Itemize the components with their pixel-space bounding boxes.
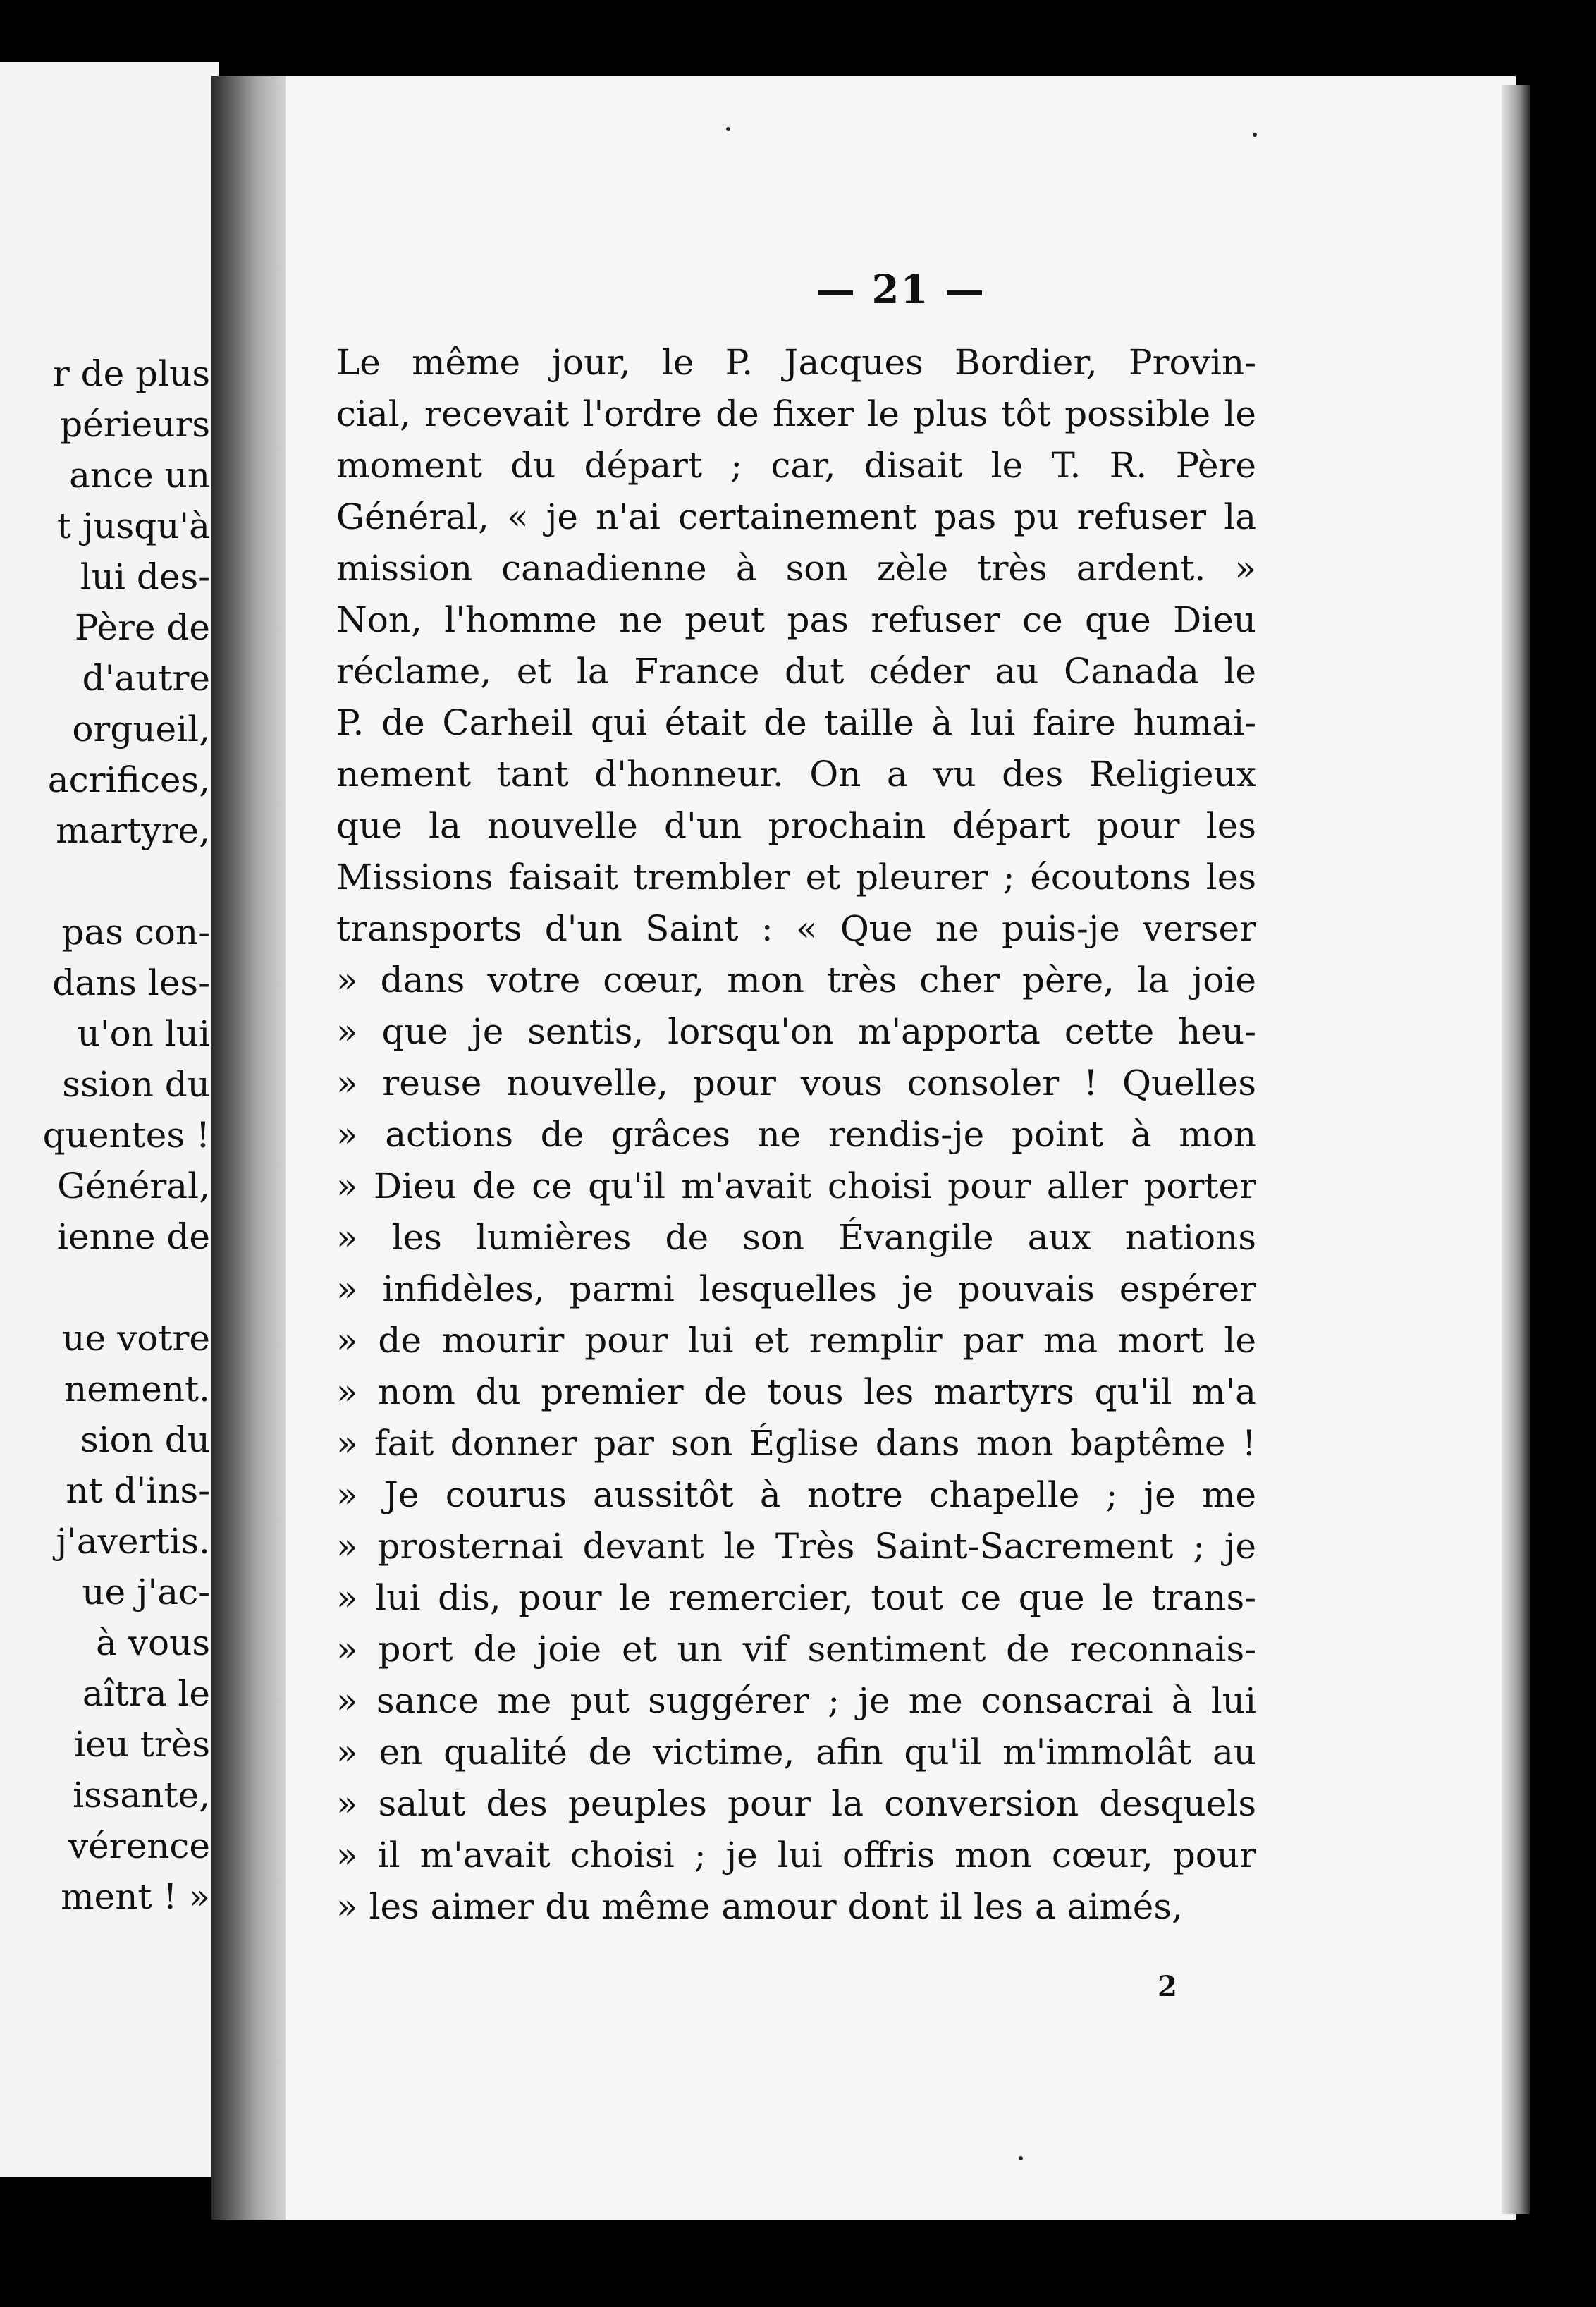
page-number: — 21 — bbox=[816, 267, 986, 313]
text-line: » il m'avait choisi ; je lui offris mon cœur, pour bbox=[336, 1835, 1256, 1875]
left-line: acrifices, bbox=[47, 759, 210, 800]
left-line: aîtra le bbox=[82, 1673, 210, 1714]
left-line: sion du bbox=[80, 1419, 210, 1460]
text-line: que la nouvelle d'un prochain départ pour les bbox=[336, 805, 1256, 846]
left-line: ue votre bbox=[62, 1318, 210, 1359]
text-line: Missions faisait trembler et pleurer ; écoutons les bbox=[336, 857, 1256, 898]
left-line: ieu très bbox=[74, 1724, 210, 1765]
page-edge-shadow bbox=[1502, 85, 1530, 2214]
left-line: ment ! » bbox=[61, 1876, 210, 1917]
left-line: lui des- bbox=[80, 556, 210, 597]
left-line: nement. bbox=[64, 1369, 210, 1409]
text-line: moment du départ ; car, disait le T. R. Père bbox=[336, 445, 1256, 486]
left-line: périeurs bbox=[60, 404, 210, 445]
text-line: » actions de grâces ne rendis-je point à mon bbox=[336, 1114, 1256, 1155]
left-line: ienne de bbox=[56, 1216, 210, 1257]
text-line: transports d'un Saint : « Que ne puis-je verser bbox=[336, 908, 1256, 949]
left-line: orgueil, bbox=[72, 709, 210, 749]
text-line: » en qualité de victime, afin qu'il m'immolât au bbox=[336, 1732, 1256, 1773]
text-line: cial, recevait l'ordre de fixer le plus tôt possible le bbox=[336, 393, 1256, 434]
dust-speck bbox=[1253, 133, 1257, 137]
printer-signature-mark: 2 bbox=[1158, 1970, 1177, 2003]
text-line: » Je courus aussitôt à notre chapelle ; je me bbox=[336, 1474, 1256, 1515]
left-line: ssion du bbox=[62, 1064, 210, 1105]
left-line: Général, bbox=[57, 1165, 210, 1206]
text-line: » dans votre cœur, mon très cher père, la joie bbox=[336, 960, 1256, 1000]
left-line: t jusqu'à bbox=[56, 506, 210, 546]
text-line: » infidèles, parmi lesquelles je pouvais espérer bbox=[336, 1268, 1256, 1309]
text-line: » de mourir pour lui et remplir par ma mort le bbox=[336, 1320, 1256, 1361]
left-line: pas con- bbox=[61, 912, 210, 953]
text-line: nement tant d'honneur. On a vu des Religieux bbox=[336, 754, 1256, 795]
left-line: d'autre bbox=[82, 658, 210, 699]
page-body-text bbox=[336, 337, 1256, 1933]
text-line: Le même jour, le P. Jacques Bordier, Provin- bbox=[336, 342, 1256, 383]
left-line: quentes ! bbox=[42, 1115, 210, 1156]
left-line: à vous bbox=[96, 1622, 210, 1663]
text-line: » port de joie et un vif sentiment de reconnais- bbox=[336, 1629, 1256, 1670]
text-line: Non, l'homme ne peut pas refuser ce que Dieu bbox=[336, 599, 1256, 640]
text-line: » Dieu de ce qu'il m'avait choisi pour aller porter bbox=[336, 1165, 1256, 1206]
text-line: mission canadienne à son zèle très ardent. » bbox=[336, 548, 1256, 589]
text-line: » reuse nouvelle, pour vous consoler ! Quelles bbox=[336, 1063, 1256, 1103]
book-gutter-shadow bbox=[211, 76, 289, 2220]
left-line: j'avertis. bbox=[56, 1521, 210, 1562]
text-line: » les aimer du même amour dont il les a aimés, bbox=[336, 1886, 1183, 1927]
current-page bbox=[286, 76, 1516, 2220]
dust-speck bbox=[726, 127, 730, 131]
left-line: ue j'ac- bbox=[82, 1572, 210, 1613]
text-line: » salut des peuples pour la conversion desquels bbox=[336, 1783, 1256, 1824]
text-line: » sance me put suggérer ; je me consacrai à lui bbox=[336, 1680, 1256, 1721]
text-line: réclame, et la France dut céder au Canada le bbox=[336, 651, 1256, 692]
text-line: Général, « je n'ai certainement pas pu refuser la bbox=[336, 496, 1256, 537]
text-line: » prosternai devant le Très Saint-Sacrement ; je bbox=[336, 1526, 1256, 1567]
text-line: » que je sentis, lorsqu'on m'apporta cette heu- bbox=[336, 1011, 1256, 1052]
left-line: issante, bbox=[73, 1775, 210, 1816]
text-line: » les lumières de son Évangile aux nations bbox=[336, 1217, 1256, 1258]
left-line: u'on lui bbox=[77, 1013, 210, 1054]
previous-page bbox=[0, 62, 219, 2177]
left-line: nt d'ins- bbox=[66, 1470, 210, 1511]
left-line: r de plus bbox=[52, 353, 210, 394]
text-line: » nom du premier de tous les martyrs qu'il m'a bbox=[336, 1371, 1256, 1412]
text-line: » lui dis, pour le remercier, tout ce que le trans- bbox=[336, 1577, 1256, 1618]
left-line: dans les- bbox=[52, 962, 210, 1003]
left-line: vérence bbox=[68, 1825, 210, 1866]
left-line: Père de bbox=[75, 607, 210, 648]
text-line: » fait donner par son Église dans mon baptême ! bbox=[336, 1423, 1256, 1464]
left-line: ance un bbox=[69, 455, 210, 496]
text-line: P. de Carheil qui était de taille à lui faire humai- bbox=[336, 702, 1256, 743]
left-line: martyre, bbox=[56, 810, 210, 851]
dust-speck bbox=[1019, 2156, 1023, 2160]
